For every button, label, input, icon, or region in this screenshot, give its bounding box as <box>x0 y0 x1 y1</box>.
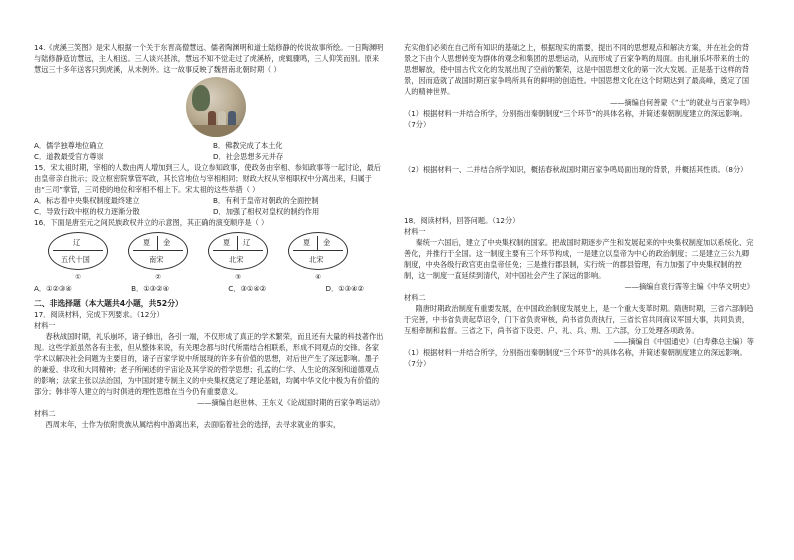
tiger-creek-painting <box>186 77 246 137</box>
q18-material-2-source: ——摘编自《中国通史》（白寿彝总主编）等 <box>613 337 754 346</box>
q17-sub-1: （1）根据材料一并结合所学，分别指出秦朝制度“三个环节”的具体名称，并简述秦朝制度建立的深远影响。（7分） <box>404 109 747 129</box>
q16-option-b[interactable]: B．①③②④ <box>131 284 170 293</box>
diagram-4-number: ④ <box>315 273 321 281</box>
q14-option-b[interactable]: B．佛教完成了本土化 <box>213 141 283 150</box>
diagram-4-top-right: 金 <box>323 238 331 247</box>
q15-options <box>34 195 384 217</box>
answer-space-2[interactable] <box>404 175 754 215</box>
q18-material-2-label: 材料二 <box>404 293 426 302</box>
q18-material-1-text: 秦统一六国后，建立了中央集权制的国家。把战国时期逐步产生和发展起来的中央集权制度加以系统化、完善化，并推行于全国。这一制度主要有三个环节构成，一是建立以皇帝为中心的政治制度；二是建立三公九卿制度，中央各级行政官吏由皇帝任免；三是推行郡县制，实行统一的郡县管理，有力加强了中央集权制的控制，这一制度一直延续到清代，对中国社会产生了深远的影响。 <box>404 238 754 280</box>
q17-material-2-source: ——摘编自何善蒙《“士”的就业与百家争鸣》 <box>610 98 754 107</box>
q16-option-d[interactable]: D．①③④② <box>325 284 364 293</box>
right-column <box>404 42 754 369</box>
q17-material-2-continued: 充实他们必须在自己所有知识的基础之上，根据现实的需要，提出不同的思想观点和解决方案，并在社会的背景之下由个人思想转变为群体的观念和集团的思想运动，从而形成了百家争鸣的局面。由礼崩乐坏带来的士的思想解放，使中国古代文化的发展出现了空前的繁荣，这是中国思想文化的第一次大发展。正是基于这样的背景，因而造就了战国时期百家争鸣所具有的鲜明的创造性。中国思想文化在这个时期达到了最高峰，奠定了国人的精神世界。 <box>404 43 750 96</box>
diagram-1-number: ① <box>75 273 81 281</box>
diagram-4-bottom: 北宋 <box>309 255 324 264</box>
q17-stem: 17．阅读材料，完成下列要求。（12分） <box>34 310 164 319</box>
q18-material-2-text: 隋唐时期政治制度有重要发展，在中国政治制度发展史上，是一个重大变革时期。隋唐时期，三省六部制趋于完善，中书省负责起草诏令，门下省负责审核，尚书省负责执行，三省长官共同商议军国大事，共同负责，互相牵制和监督。三省之下，尚书省下设吏、户、礼、兵、刑、工六部，分工处理各项政务。 <box>404 304 754 335</box>
q15-option-b[interactable]: B．有利于皇帝对朝政的全面控制 <box>213 196 319 205</box>
q17-material-2-text: 西周末年，士作为依附贵族从属结构中游离出来，去面临着社会的选择，去寻求就业的事实， <box>45 420 341 429</box>
diagram-1-circle <box>48 232 108 270</box>
q17-sub-2: （2）根据材料一、二并结合所学知识，概括春秋战国时期百家争鸣局面出现的背景，并概括其性质。（8分） <box>404 165 748 174</box>
diagram-3-top-right: 辽 <box>243 238 251 247</box>
answer-space-1[interactable] <box>404 130 754 164</box>
diagram-1-bottom: 五代十国 <box>61 255 90 264</box>
diagram-3 <box>208 232 268 283</box>
section-2-title: 二、非选择题（本大题共4小题，共52分） <box>34 299 183 308</box>
left-column <box>34 42 384 430</box>
q16-option-a[interactable]: A．①②③④ <box>34 284 72 293</box>
q15-option-d[interactable]: D．加强了相权对皇权的制约作用 <box>213 207 320 216</box>
q18-sub-1: （1）根据材料一并结合所学，分别指出秦朝制度“三个环节”的具体名称，并简述秦朝制度建立的深远影响。（7分） <box>404 348 747 368</box>
diagram-4-top-left: 夏 <box>303 238 311 247</box>
q16-diagrams <box>48 232 348 283</box>
q15-option-a[interactable]: A．标志着中央集权制度最终建立 <box>34 196 140 205</box>
q16-stem: 16．下面是唐至元之间民族政权并立的示意图，其正确的演变顺序是（ ） <box>34 218 269 227</box>
diagram-2-number: ② <box>155 273 161 281</box>
q18-stem: 18．阅读材料，回答问题。（12分） <box>404 216 520 225</box>
q16-options <box>34 283 384 294</box>
diagram-3-number: ③ <box>235 273 241 281</box>
q14-stem: 14.《虎溪三笑图》是宋人根据一个关于东晋高僧慧远、儒者陶渊明和道士陆修静的传说故事所绘。一日陶渊明与陆修静造访慧远，主人相送。三人谈兴甚浓，慧远不知不觉走过了虎溪桥，虎辄骤鸣，三人仰笑而别。原来慧远三十多年送客只到虎溪，从未例外。这一故事反映了魏晋南北朝时期（ ） <box>34 43 384 74</box>
diagram-2-bottom: 南宋 <box>149 255 164 264</box>
diagram-4 <box>288 232 348 283</box>
q18-material-1-label: 材料一 <box>404 227 426 236</box>
q18-material-1-source: ——摘编自袁行霈等主编《中华文明史》 <box>624 282 754 291</box>
q16-option-c[interactable]: C．③①④② <box>228 284 267 293</box>
diagram-3-circle <box>208 232 268 270</box>
q17-material-1-label: 材料一 <box>34 321 56 330</box>
diagram-3-bottom: 北宋 <box>229 255 244 264</box>
q14-options <box>34 140 384 162</box>
q15-option-c[interactable]: C．导致行政中枢的权力逐渐分散 <box>34 207 140 216</box>
q15-stem: 15．宋太祖时期，宰相的人数由两人增加到三人，设立参知政事，使政务由宰相、参知政事等一起讨论，最后由皇帝亲自批示；设立枢密院掌管军政，其长官地位与宰相相同；财政大权从宰相职权中分离出来，归属于由“三司”掌管，三司使的地位和宰相不相上下。宋太祖的这些举措（ ） <box>34 163 381 194</box>
diagram-2-top-left: 夏 <box>143 238 151 247</box>
q17-material-2-label: 材料二 <box>34 409 56 418</box>
diagram-4-circle <box>288 232 348 270</box>
q14-option-d[interactable]: D．社会思想多元并存 <box>213 152 284 161</box>
diagram-2-circle <box>128 232 188 270</box>
q14-option-a[interactable]: A．儒学独尊地位确立 <box>34 141 104 150</box>
q17-material-1-text: 春秋战国时期，礼乐崩坏，诸子蜂出，各引一端，不仅形成了真正的学术繁荣，而且还有大量的科技著作出现。这些学派虽然各有主张，但从整体来说，有关理念都与时代所需结合相联系，形成不同观点的交锋。各家学术以解决社会问题为主要目的，诸子百家学说中所展现的许多有价值的思想，对后世产生了深远影响。墨子的兼爱、非攻和大同精神；老子所阐述的宇宙论及其学说的哲学思想；孔孟的仁学、人生论的深刻和道德观点的影响；法家主张以法治国，为中国封建专制主义的中央集权奠定了理论基础，均属中华文化中极为有价值的部分；韩非等人建立的与时俱进的理性思维在当今仍有重要意义。 <box>34 332 384 396</box>
diagram-1 <box>48 232 108 283</box>
diagram-1-top-left: 辽 <box>73 238 81 247</box>
diagram-2-top-right: 金 <box>163 238 171 247</box>
q17-material-1-source: ——摘编自赵世林、王东义《论战国时期的百家争鸣运动》 <box>197 398 384 407</box>
diagram-3-top-left: 夏 <box>223 238 231 247</box>
diagram-2 <box>128 232 188 283</box>
q14-option-c[interactable]: C．道教最受官方尊崇 <box>34 152 104 161</box>
